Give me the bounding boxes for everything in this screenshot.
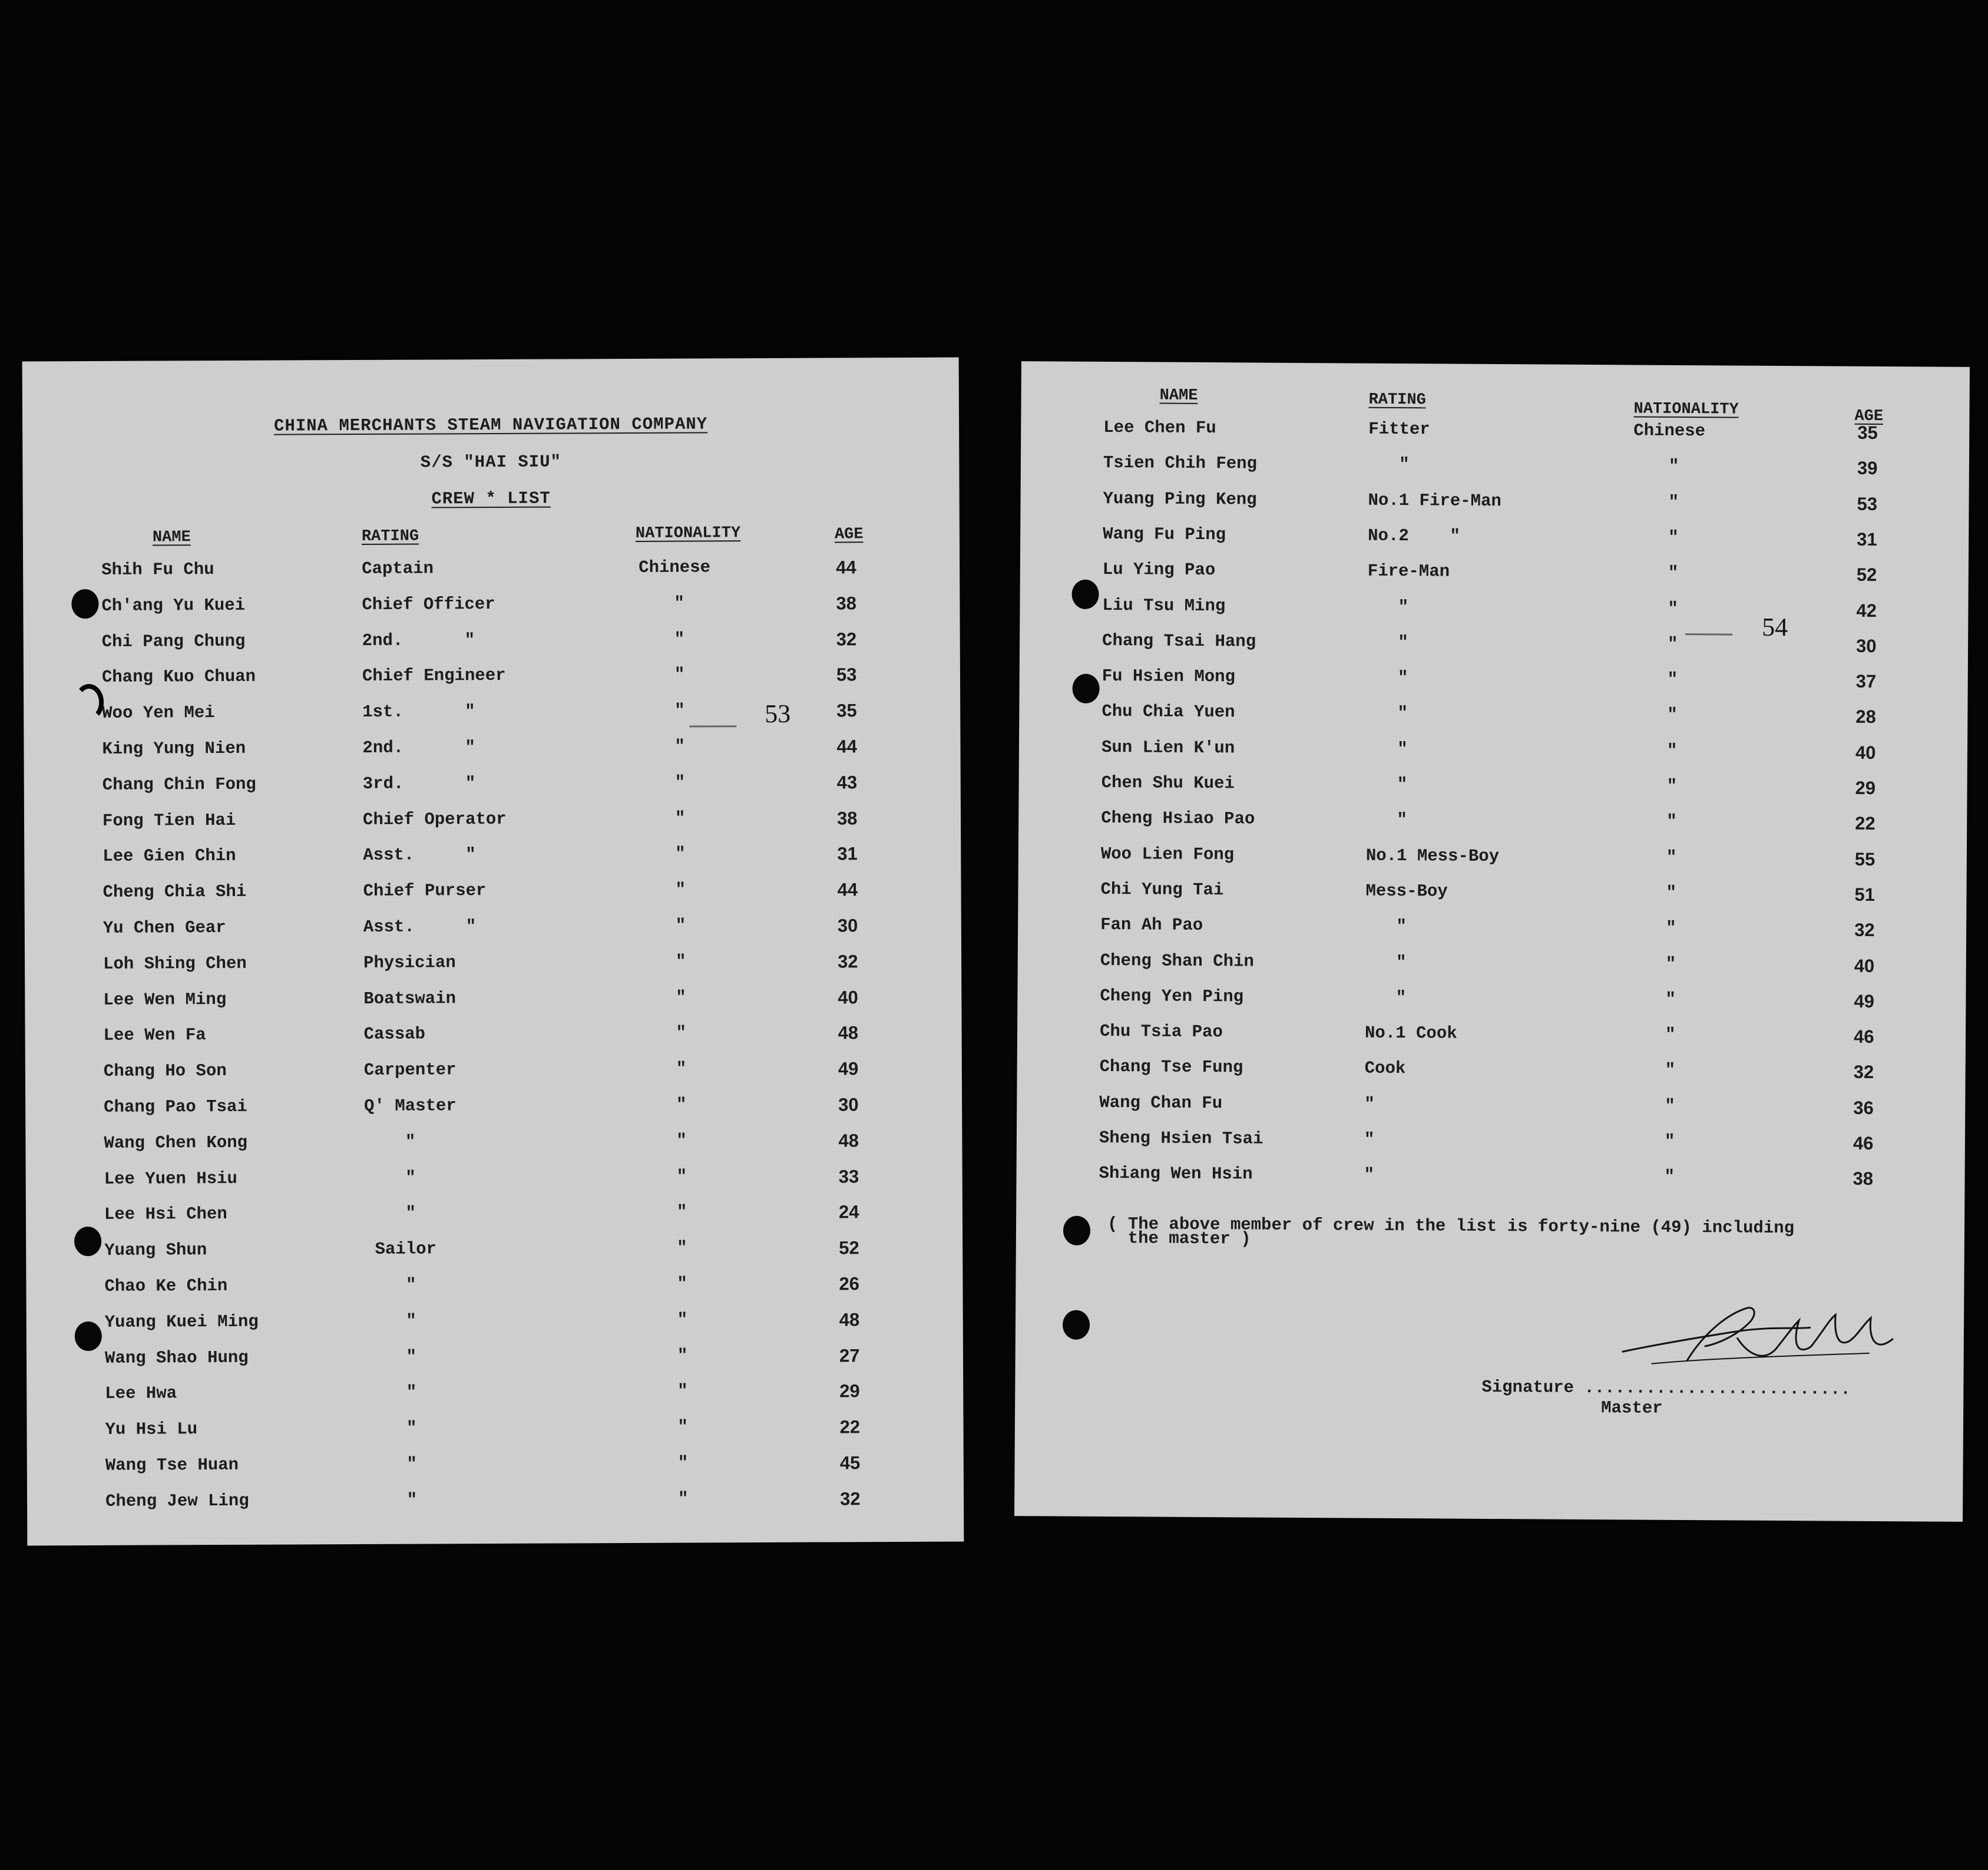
crew-nationality: " <box>677 1489 689 1509</box>
crew-name: Chang Kuo Chuan <box>101 667 256 688</box>
crew-nationality: " <box>676 1167 687 1187</box>
column-header-name: NAME <box>152 528 191 547</box>
crew-name: Shih Fu Chu <box>101 560 214 580</box>
crew-row <box>1021 452 1969 494</box>
crew-nationality: " <box>677 1417 689 1437</box>
crew-row <box>1018 808 1967 849</box>
crew-nationality: Chinese <box>1633 421 1706 441</box>
crew-age: 42 <box>1856 600 1877 621</box>
crew-nationality: " <box>674 665 685 685</box>
crew-rating: " <box>1367 703 1408 723</box>
crew-rating: " <box>1365 916 1407 937</box>
crew-row <box>1017 1021 1966 1062</box>
crew-row <box>27 1380 963 1420</box>
crew-age: 24 <box>838 1201 859 1223</box>
crew-age: 32 <box>839 1488 861 1509</box>
crew-name: Chang Tsai Hang <box>1102 630 1256 652</box>
crew-row <box>25 1022 962 1062</box>
crew-name: Chang Pao Tsai <box>104 1096 247 1117</box>
crew-row <box>25 1058 962 1098</box>
crew-row <box>23 592 960 632</box>
crew-name: Wang Chen Kong <box>104 1132 248 1153</box>
crew-age: 31 <box>837 843 858 864</box>
crew-row <box>25 915 961 954</box>
crew-nationality: " <box>676 987 686 1007</box>
crew-name: Sun Lien K'un <box>1101 737 1235 758</box>
punch-hole <box>1063 1216 1090 1245</box>
crew-rating: " <box>1368 454 1410 475</box>
crew-rating: Asst. " <box>363 845 476 865</box>
crew-row <box>1019 701 1967 742</box>
crew-nationality: " <box>1664 1167 1675 1187</box>
crew-age: 43 <box>836 772 858 793</box>
crew-rating: " <box>1366 739 1408 759</box>
crew-row <box>25 986 961 1026</box>
crew-rating: Boatswain <box>363 988 457 1009</box>
crew-name: Chen Shu Kuei <box>1101 772 1235 794</box>
crew-rating: Physician <box>363 953 456 973</box>
crew-name: Lee Gien Chin <box>102 846 236 867</box>
crew-nationality: " <box>677 1381 688 1402</box>
punch-hole <box>75 1321 102 1351</box>
crew-nationality: " <box>676 1095 687 1115</box>
column-header-age: AGE <box>834 526 864 544</box>
crew-row <box>1019 737 1967 778</box>
crew-name: Yuang Kuei Ming <box>104 1311 259 1332</box>
crew-age: 30 <box>837 915 858 936</box>
crew-name: Yuang Shun <box>104 1240 207 1261</box>
crew-age: 40 <box>838 986 858 1008</box>
crew-age: 32 <box>838 951 858 972</box>
crew-rating: " <box>1365 987 1407 1007</box>
crew-age: 44 <box>836 736 858 757</box>
crew-row <box>1017 1092 1965 1134</box>
crew-rating: " <box>364 1203 416 1224</box>
crew-age: 28 <box>1855 706 1876 728</box>
page-stamp-number: 53 <box>765 699 791 728</box>
crew-nationality: " <box>1667 634 1678 654</box>
crew-name: King Yung Nien <box>102 738 246 759</box>
crew-rating: " <box>1366 810 1407 830</box>
crew-name: Cheng Hsiao Pao <box>1101 808 1255 829</box>
ship-name: S/S "HAI SIU" <box>420 452 562 473</box>
crew-age: 30 <box>1855 635 1877 656</box>
crew-nationality: " <box>674 808 686 828</box>
crew-row <box>24 771 961 811</box>
crew-row <box>1018 844 1967 885</box>
crew-nationality: " <box>1665 989 1676 1009</box>
crew-age: 22 <box>1855 813 1875 834</box>
crew-name: Chi Pang Chung <box>101 631 246 652</box>
crew-age: 55 <box>1854 848 1875 870</box>
column-header-rating: RATING <box>361 527 419 546</box>
crew-age: 31 <box>1857 528 1877 550</box>
crew-age: 44 <box>837 879 858 900</box>
crew-rating: " <box>364 1168 416 1188</box>
crew-nationality: " <box>674 629 685 649</box>
crew-name: Sheng Hsien Tsai <box>1099 1128 1263 1149</box>
crew-age: 48 <box>838 1130 859 1151</box>
crew-rating: " <box>1365 952 1407 972</box>
crew-rating: Fire-Man <box>1367 561 1450 582</box>
crew-rating: " <box>1364 1094 1375 1114</box>
crew-rating: " <box>365 1347 417 1367</box>
crew-name: Wang Chan Fu <box>1099 1092 1223 1113</box>
crew-age: 22 <box>839 1416 861 1438</box>
crew-age: 36 <box>1853 1097 1874 1118</box>
crew-name: Chi Yung Tai <box>1100 879 1224 900</box>
punch-hole <box>74 1227 101 1256</box>
crew-name: Cheng Shan Chin <box>1100 950 1254 972</box>
crew-row <box>24 664 960 703</box>
punch-hole <box>1072 674 1099 703</box>
crew-name: Yu Chen Gear <box>102 917 226 938</box>
crew-row <box>24 628 960 668</box>
crew-nationality: " <box>1665 1060 1676 1081</box>
crew-age: 49 <box>1854 990 1874 1012</box>
crew-row <box>24 879 961 919</box>
crew-rating: " <box>364 1132 416 1152</box>
crew-row <box>1020 630 1968 672</box>
crew-nationality: " <box>1666 741 1678 761</box>
crew-row <box>26 1237 962 1277</box>
crew-age: 32 <box>836 628 857 650</box>
crew-name: Woo Yen Mei <box>102 703 215 723</box>
stamp-dash <box>689 725 736 727</box>
crew-nationality: " <box>676 951 686 972</box>
master-label: Master <box>1601 1398 1663 1418</box>
crew-name: Lee Hwa <box>105 1383 177 1404</box>
crew-row <box>1017 1056 1965 1098</box>
crew-name: Tsien Chih Feng <box>1103 453 1258 474</box>
master-signature <box>1616 1296 1923 1380</box>
crew-age: 35 <box>1857 422 1878 443</box>
crew-nationality: " <box>677 1453 689 1473</box>
punch-hole <box>71 589 98 619</box>
company-heading: CHINA MERCHANTS STEAM NAVIGATION COMPANY <box>273 414 708 436</box>
crew-nationality: " <box>676 1059 687 1079</box>
crew-rating: Chief Engineer <box>362 666 506 686</box>
crew-rating: " <box>1367 597 1409 617</box>
crew-rating: No.2 " <box>1368 526 1460 546</box>
crew-name: Wang Fu Ping <box>1103 524 1226 545</box>
crew-nationality: " <box>1667 669 1678 690</box>
crew-row <box>27 1309 963 1348</box>
crew-nationality: " <box>1666 883 1677 903</box>
crew-name: Yu Hsi Lu <box>105 1419 198 1440</box>
crew-nationality: " <box>1668 527 1679 547</box>
crew-row <box>1017 1128 1965 1169</box>
column-header-nationality: NATIONALITY <box>635 524 741 543</box>
crew-age: 29 <box>1855 777 1876 798</box>
crew-rating: " <box>365 1382 417 1403</box>
crew-age: 32 <box>1854 919 1875 941</box>
crew-row <box>25 1129 962 1169</box>
crew-rating: Sailor <box>365 1239 437 1260</box>
crew-name: Loh Shing Chen <box>103 953 247 974</box>
crew-row <box>24 736 960 775</box>
crew-nationality: " <box>674 772 686 792</box>
crew-name: Chang Ho Son <box>103 1061 227 1082</box>
crew-age: 38 <box>836 593 856 614</box>
crew-age: 37 <box>1855 670 1877 692</box>
crew-rating: Q' Master <box>364 1096 457 1116</box>
crew-rating: No.1 Cook <box>1364 1023 1457 1043</box>
crew-nationality: " <box>674 736 685 756</box>
crew-row <box>27 1452 964 1492</box>
crew-age: 40 <box>1854 955 1875 976</box>
crew-age: 48 <box>838 1022 859 1043</box>
crew-nationality: " <box>1666 918 1676 939</box>
crew-nationality: " <box>677 1238 687 1258</box>
crew-rating: 2nd. " <box>362 738 475 758</box>
crew-nationality: " <box>1666 847 1677 867</box>
crew-name: Yuang Ping Keng <box>1103 488 1257 510</box>
crew-nationality: Chinese <box>639 557 711 577</box>
crew-name: Lee Hsi Chen <box>104 1204 227 1225</box>
crew-age: 40 <box>1855 742 1876 763</box>
crew-row <box>1018 772 1967 814</box>
column-header-nationality: NATIONALITY <box>1633 400 1739 419</box>
crew-age: 46 <box>1853 1132 1874 1154</box>
crew-list-page-2 <box>1014 361 1970 1522</box>
crew-age: 53 <box>836 664 857 685</box>
crew-nationality: " <box>676 1202 687 1223</box>
crew-row <box>23 557 960 596</box>
crew-rating: Carpenter <box>363 1060 457 1081</box>
crew-rating: Asst. " <box>363 917 477 937</box>
crew-name: Woo Lien Fong <box>1100 844 1235 864</box>
crew-count-note: ( The above member of crew in the list is forty-nine (49) including the master ) <box>1107 1214 1795 1249</box>
crew-age: 38 <box>1853 1168 1874 1190</box>
crew-nationality: " <box>1665 954 1676 974</box>
crew-list-title: CREW * LIST <box>431 488 551 509</box>
page-stamp-number: 54 <box>1762 612 1788 642</box>
column-header-rating: RATING <box>1368 391 1426 409</box>
crew-row <box>27 1416 963 1456</box>
crew-age: 46 <box>1853 1026 1874 1048</box>
crew-row <box>1018 879 1966 920</box>
crew-rating: " <box>1364 1129 1375 1149</box>
crew-name: Shiang Wen Hsin <box>1099 1164 1253 1184</box>
crew-rating: No.1 Fire-Man <box>1368 490 1501 511</box>
crew-nationality: " <box>675 880 686 900</box>
crew-age: 27 <box>839 1344 860 1366</box>
crew-age: 45 <box>839 1452 861 1473</box>
crew-age: 53 <box>1857 493 1878 514</box>
crew-name: Chao Ke Chin <box>104 1276 228 1296</box>
crew-age: 33 <box>838 1165 859 1187</box>
crew-nationality: " <box>675 844 686 864</box>
crew-rating: 3rd. " <box>362 773 476 794</box>
crew-nationality: " <box>1666 776 1678 796</box>
crew-nationality: " <box>677 1274 687 1294</box>
crew-row <box>1020 488 1969 530</box>
crew-row <box>24 700 960 739</box>
crew-nationality: " <box>1666 812 1677 832</box>
crew-name: Lu Ying Pao <box>1102 560 1216 580</box>
crew-nationality: " <box>1667 705 1678 725</box>
crew-name: Lee Chen Fu <box>1103 417 1216 438</box>
crew-row <box>26 1165 962 1205</box>
crew-age: 35 <box>836 700 857 721</box>
crew-name: Liu Tsu Ming <box>1102 595 1226 616</box>
crew-age: 44 <box>836 557 856 578</box>
crew-name: Lee Wen Fa <box>103 1025 206 1046</box>
crew-nationality: " <box>1664 1131 1675 1151</box>
crew-name: Chang Chin Fong <box>102 774 256 795</box>
crew-name: Wang Shao Hung <box>104 1347 249 1368</box>
crew-name: Chu Tsia Pao <box>1099 1022 1223 1042</box>
crew-rating: " <box>1367 632 1408 652</box>
crew-row <box>25 1094 962 1134</box>
crew-name: Cheng Yen Ping <box>1100 986 1244 1007</box>
crew-name: Lee Yuen Hsiu <box>104 1168 237 1189</box>
crew-rating: Fitter <box>1368 419 1430 440</box>
crew-age: 38 <box>836 807 858 829</box>
crew-name: Wang Tse Huan <box>105 1455 239 1475</box>
crew-list-page-1 <box>22 358 964 1546</box>
crew-row <box>1019 666 1967 707</box>
crew-age: 52 <box>1856 564 1877 586</box>
crew-age: 51 <box>1854 884 1875 905</box>
crew-nationality: " <box>1668 599 1678 619</box>
crew-age: 30 <box>838 1094 859 1115</box>
crew-rating: " <box>365 1418 417 1439</box>
crew-rating: " <box>365 1311 416 1331</box>
crew-rating: " <box>1366 774 1408 795</box>
crew-name: Cheng Jew Ling <box>105 1491 249 1511</box>
crew-rating: 2nd. " <box>362 630 475 650</box>
crew-age: 48 <box>839 1309 860 1330</box>
crew-rating: Chief Officer <box>362 594 495 614</box>
crew-rating: No.1 Mess-Boy <box>1365 845 1500 866</box>
crew-name: Fu Hsien Mong <box>1101 666 1236 687</box>
crew-row <box>1018 914 1966 956</box>
crew-nationality: " <box>677 1346 688 1366</box>
crew-row <box>24 843 961 883</box>
stamp-dash <box>1685 633 1732 635</box>
crew-name: Chang Tse Fung <box>1099 1057 1243 1078</box>
crew-age: 52 <box>839 1237 859 1258</box>
crew-nationality: " <box>1668 563 1679 583</box>
crew-age: 39 <box>1857 458 1878 479</box>
punch-hole <box>1071 580 1099 609</box>
crew-nationality: " <box>676 1023 687 1043</box>
crew-nationality: " <box>1665 1096 1675 1116</box>
crew-row <box>26 1201 962 1241</box>
crew-row <box>1020 524 1969 565</box>
crew-nationality: " <box>676 1131 687 1151</box>
crew-row <box>27 1344 963 1384</box>
crew-row <box>1020 559 1969 600</box>
punch-hole <box>1063 1310 1090 1340</box>
crew-nationality: " <box>677 1310 688 1330</box>
crew-name: Fong Tien Hai <box>102 810 236 831</box>
crew-nationality: " <box>1665 1025 1676 1045</box>
crew-row <box>24 807 961 847</box>
signature-line: Signature .......................... <box>1481 1377 1851 1399</box>
column-header-age: AGE <box>1854 407 1884 426</box>
crew-rating: 1st. " <box>362 702 475 722</box>
crew-name: Fan Ah Pao <box>1100 915 1203 936</box>
crew-rating: " <box>1364 1165 1375 1185</box>
punch-hole <box>74 684 104 721</box>
crew-name: Lee Wen Ming <box>103 989 227 1010</box>
crew-row <box>27 1488 964 1527</box>
crew-row <box>1021 417 1969 458</box>
crew-rating: Captain <box>362 559 434 579</box>
crew-row <box>25 950 961 990</box>
crew-rating: Chief Operator <box>362 809 507 830</box>
crew-rating: Mess-Boy <box>1365 881 1448 901</box>
crew-nationality: " <box>1668 492 1679 512</box>
crew-age: 32 <box>1853 1062 1874 1083</box>
crew-age: 49 <box>838 1058 859 1079</box>
crew-name: Ch'ang Yu Kuei <box>101 595 246 616</box>
crew-age: 29 <box>839 1380 860 1402</box>
column-header-name: NAME <box>1159 386 1198 405</box>
crew-row <box>1017 986 1966 1027</box>
crew-rating: " <box>365 1454 417 1474</box>
crew-name: Chu Chia Yuen <box>1101 702 1235 722</box>
crew-rating: Cassab <box>363 1024 426 1045</box>
crew-nationality: " <box>675 916 686 936</box>
crew-row <box>1016 1163 1964 1204</box>
crew-age: 26 <box>839 1273 860 1294</box>
crew-nationality: " <box>674 593 684 613</box>
crew-rating: " <box>365 1490 418 1510</box>
crew-nationality: " <box>674 701 685 721</box>
crew-rating: Cook <box>1364 1059 1406 1079</box>
crew-rating: Chief Purser <box>363 881 487 901</box>
crew-name: Cheng Chia Shi <box>102 882 247 903</box>
crew-row <box>1020 595 1968 636</box>
crew-row <box>26 1273 962 1313</box>
crew-rating: " <box>1367 668 1408 688</box>
crew-nationality: " <box>1668 457 1679 477</box>
crew-row <box>1018 950 1966 992</box>
crew-rating: " <box>365 1275 416 1295</box>
